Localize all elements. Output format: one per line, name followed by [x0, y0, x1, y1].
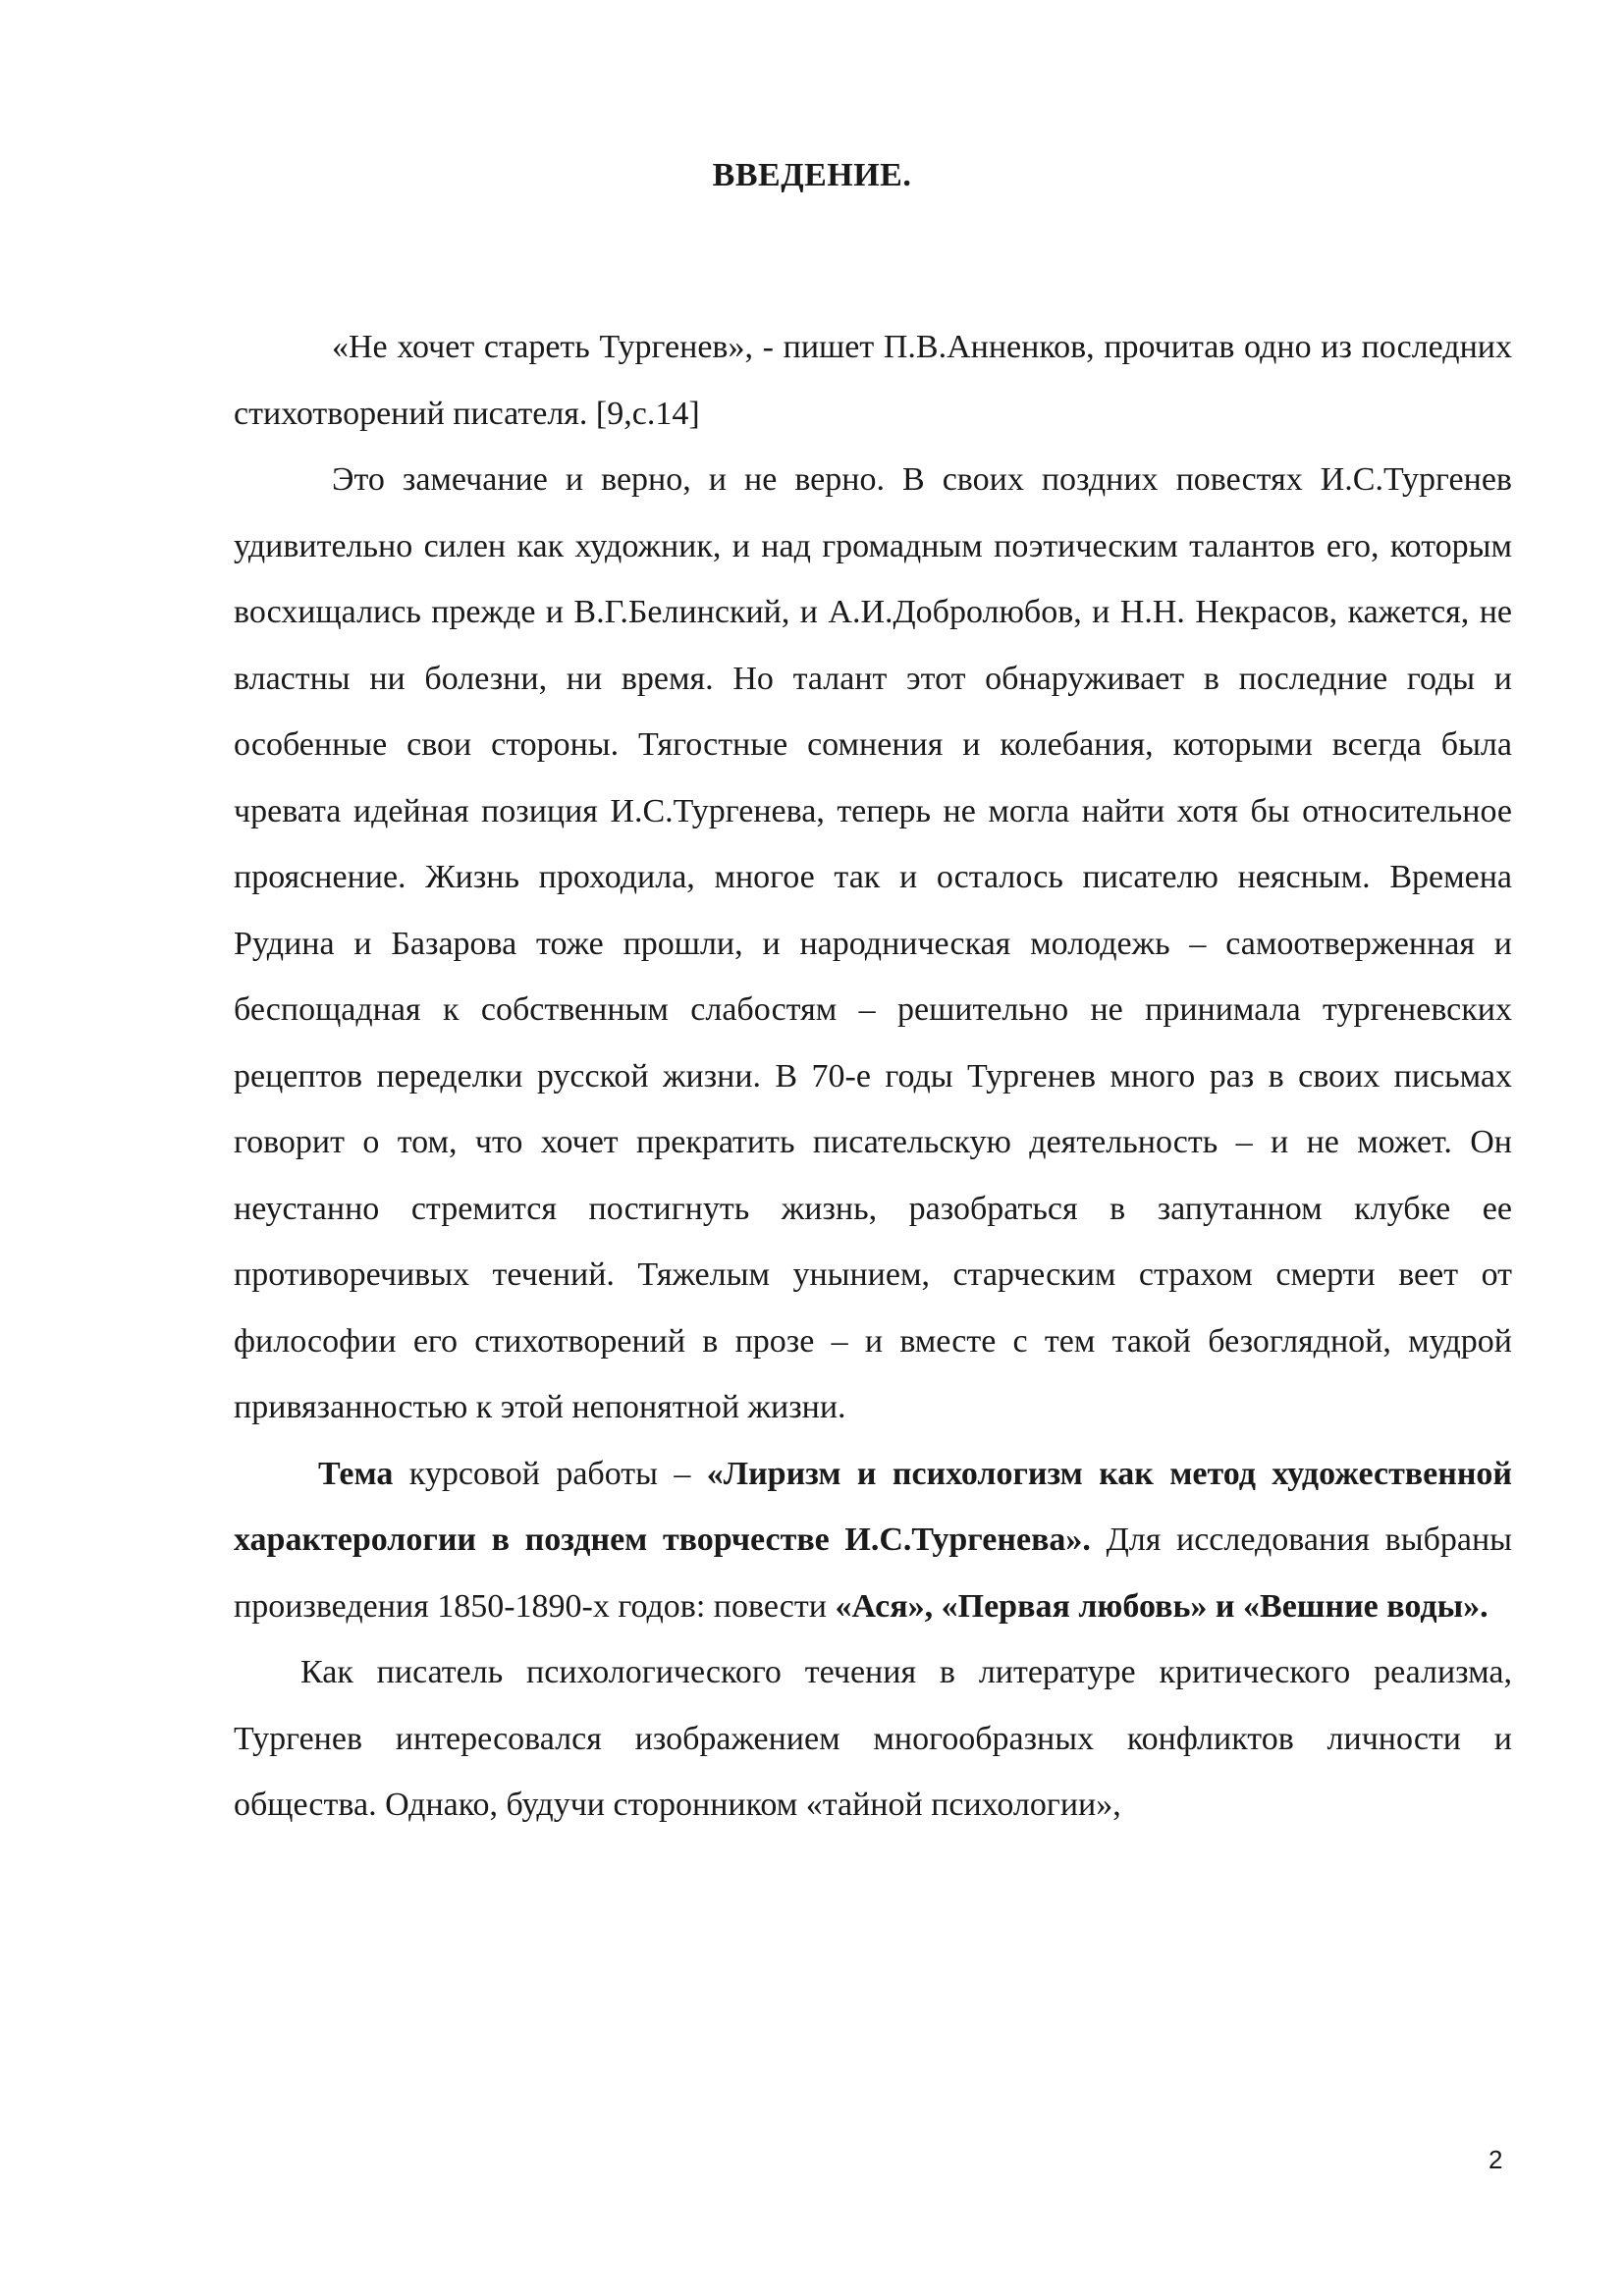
paragraph-theme — [234, 1441, 1512, 1640]
paragraph-remark: Это замечание и верно, и не верно. В своих поздних повестях И.С.Тургенев удивительно силен как художник, и над громадным поэтическим талантов его, которым восхищались прежде и В.Г.Белинский, и А.И.Добролюбов, и Н.Н. Некрасов, кажется, не властны ни болезни, ни время. Но талант этот обнаруживает в последние годы и особенные свои стороны. Тягостные сомнения и колебания, которыми всегда была чревата идейная позиция И.С.Тургенева, теперь не могла найти хотя бы относительное прояснение. Жизнь проходила, многое так и осталось писателю неясным. Времена Рудина и Базарова тоже прошли, и народническая молодежь – самоотверженная и беспощадная к собственным слабостям – решительно не принимала тургеневских рецептов переделки русской жизни. В 70-е годы Тургенев много раз в своих письмах говорит о том, что хочет прекратить писательскую деятельность – и не может. Он неустанно стремится постигнуть жизнь, разобраться в запутанном клубке ее противоречивых течений. Тяжелым унынием, старческим страхом смерти веет от философии его стихотворений в прозе – и вместе с тем такой безоглядной, мудрой привязанностью к этой непонятной жизни. — [234, 461, 1512, 1425]
page-number: 2 — [1489, 2145, 1503, 2174]
works-intro-text: Для исследования выбраны произведения 1850-1890-х годов: повести — [234, 1522, 1512, 1625]
theme-title: «Лиризм и психологизм как метод художественной характерологии в позднем творчестве И.С.Тургенева». — [234, 1455, 1512, 1558]
paragraph-annenkov-quote: «Не хочет стареть Тургенев», - пишет П.В.Анненков, прочитав одно из последних стихотворений писателя. [9,с.14] — [234, 329, 1512, 432]
paragraph-psychological-writer: Как писатель психологического течения в литературе критического реализма, Тургенев интересовался изображением многообразных конфликтов личности и общества. Однако, будучи сторонником «тайной психологии», — [234, 1654, 1512, 1823]
theme-label: Тема — [318, 1455, 394, 1492]
document-title: ВВЕДЕНИЕ. — [712, 157, 912, 193]
document-body — [234, 314, 1512, 1839]
works-list: «Ася», «Первая любовь» и «Вешние воды». — [835, 1587, 1489, 1625]
theme-mid-text: курсовой работы – — [393, 1455, 707, 1492]
